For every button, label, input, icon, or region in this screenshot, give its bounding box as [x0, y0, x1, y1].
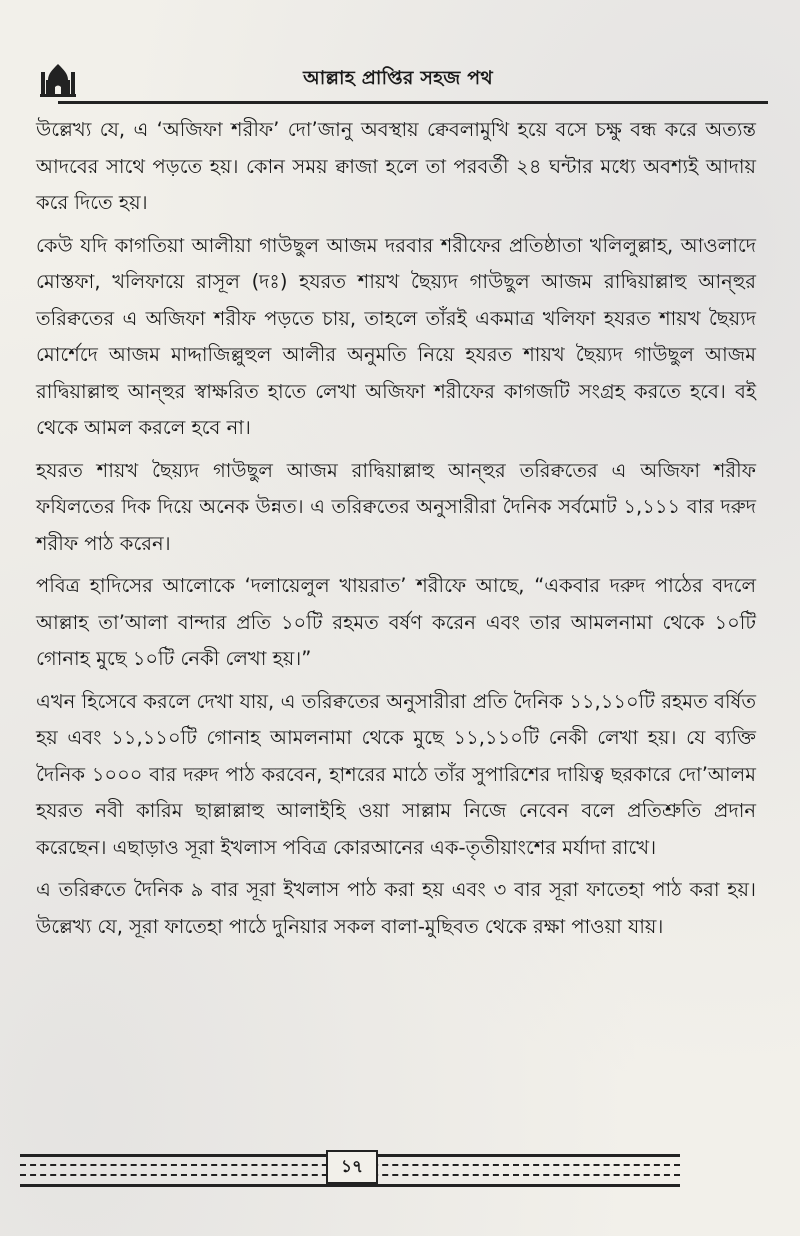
page-header [28, 58, 768, 104]
paragraph: পবিত্র হাদিসের আলোকে ‘দলায়েলুল খায়রাত’ শরীফে আছে, “একবার দরুদ পাঠের বদলে আল্লাহ তা’আলা বান্দার প্রতি ১০টি রহমত বর্ষণ করেন এবং তার আমলনামা থেকে ১০টি গোনাহ মুছে ১০টি নেকী লেখা হয়।” [36, 574, 756, 670]
paragraph: এখন হিসেবে করলে দেখা যায়, এ তরিক্বতের অনুসারীরা প্রতি দৈনিক ১১,১১০টি রহমত বর্ষিত হয় এবং ১১,১১০টি গোনাহ আমলনামা থেকে মুছে ১১,১১০টি নেকী লেখা হয়। যে ব্যক্তি দৈনিক ১০০০ বার দরুদ পাঠ করবেন, হাশরের মাঠে তাঁর সুপারিশের দায়িত্ব ছরকারে দো’আলম হযরত নবী কারিম ছাল্লাল্লাহু আলাইহি ওয়া সাল্লাম নিজে নেবেন বলে প্রতিশ্রুতি প্রদান করেছেন। এছাড়াও সূরা ইখলাস পবিত্র কোরআনের এক-তৃতীয়াংশের মর্যাদা রাখে। [36, 689, 756, 859]
paragraph: কেউ যদি কাগতিয়া আলীয়া গাউছুল আজম দরবার শরীফের প্রতিষ্ঠাতা খলিলুল্লাহ, আওলাদে মোস্তফা, খলিফায়ে রাসূল (দঃ) হযরত শায়খ ছৈয়্যদ গাউছুল আজম রাদ্বিয়াল্লাহু আন্হুর তরিক্বতের এ অজিফা শরীফ পড়তে চায়, তাহলে তাঁরই একমাত্র খলিফা হযরত শায়খ ছৈয়্যদ মোর্শেদে আজম মাদ্দাজিল্লুহুল আলীর অনুমতি নিয়ে হযরত শায়খ ছৈয়্যদ গাউছুল আজম রাদ্বিয়াল্লাহু আন্হুর স্বাক্ষরিত হাতে লেখা অজিফা শরীফের কাগজটি সংগ্রহ করতে হবে। বই থেকে আমল করলে হবে না। [36, 233, 756, 439]
footer-rule [20, 1184, 680, 1187]
page-title: আল্লাহ প্রাপ্তির সহজ পথ [303, 67, 493, 89]
paragraph: হযরত শায়খ ছৈয়্যদ গাউছুল আজম রাদ্বিয়াল্লাহু আন্হুর তরিক্বতের এ অজিফা শরীফ ফযিলতের দিক দিয়ে অনেক উন্নত। এ তরিক্বতের অনুসারীরা দৈনিক সর্বমোট ১,১১১ বার দরুদ শরীফ পাঠ করেন। [36, 458, 756, 555]
page-number: ১৭ [326, 1150, 378, 1184]
page-body [36, 112, 756, 951]
paragraph: এ তরিক্বতে দৈনিক ৯ বার সূরা ইখলাস পাঠ করা হয় এবং ৩ বার সূরা ফাতেহা পাঠ করা হয়। উল্লেখ্য যে, সূরা ফাতেহা পাঠে দুনিয়ার সকল বালা-মুছিবত থেকে রক্ষা পাওয়া যায়। [36, 878, 756, 938]
paragraph: উল্লেখ্য যে, এ ‘অজিফা শরীফ’ দো’জানু অবস্থায় ক্বেবলামুখি হয়ে বসে চক্ষু বন্ধ করে অত্যন্ত আদবের সাথে পড়তে হয়। কোন সময় ক্বাজা হলে তা পরবর্তী ২৪ ঘন্টার মধ্যে অবশ্যই আদায় করে দিতে হয়। [36, 118, 756, 214]
page-footer [20, 1148, 680, 1188]
header-divider [58, 101, 768, 104]
